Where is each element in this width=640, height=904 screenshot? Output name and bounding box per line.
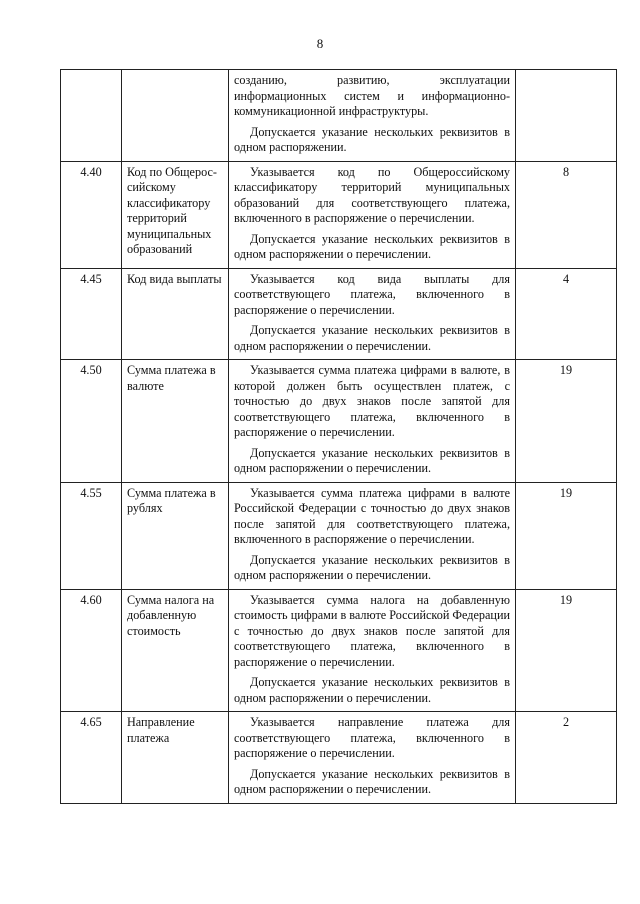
row-number-cell: 4.60 [61,589,122,712]
description-paragraph: Указывается сумма платежа цифрами в валюте Российской Федерации с точностью до двух знаков после запятой для соответствующего платежа, включенного в распоряжение о перечислении. [234,485,510,546]
description-paragraph: Указывается сумма платежа цифрами в валюте, в которой должен быть осуществлен платеж, с точностью до двух знаков после запятой для соответствующего платежа, включенного в распоряжение о перечислении. [234,363,510,439]
requisite-description-cell [229,589,516,712]
requisite-description-cell [229,482,516,589]
table-row [61,360,617,483]
description-paragraph: Указывается код вида выплаты для соответствующего платежа, включенного в распоряжение о перечислении. [234,271,510,317]
row-number-cell: 4.50 [61,360,122,483]
requisite-description-cell [229,268,516,360]
field-length-cell: 19 [516,589,617,712]
requisite-description-cell [229,360,516,483]
requisite-name-cell: Направление платежа [122,712,229,804]
description-paragraph: Допускается указание нескольких реквизитов в одном распоряжении о перечислении. [234,323,510,353]
requisite-description-cell [229,161,516,268]
table-row [61,268,617,360]
row-number-cell: 4.55 [61,482,122,589]
field-length-cell: 2 [516,712,617,804]
table-row [61,70,617,162]
requisite-name-cell: Код вида выплаты [122,268,229,360]
requisite-description-cell [229,70,516,162]
table-row [61,589,617,712]
requisite-name-cell: Сумма платежа в рублях [122,482,229,589]
requisite-description-cell [229,712,516,804]
field-length-cell: 4 [516,268,617,360]
field-length-cell [516,70,617,162]
description-paragraph: Допускается указание нескольких реквизитов в одном распоряжении о перечислении. [234,552,510,582]
description-paragraph: Допускается указание нескольких реквизитов в одном распоряжении о перечислении. [234,231,510,261]
row-number-cell: 4.40 [61,161,122,268]
description-paragraph: созданию, развитию, эксплуатации информационных систем и информационно-коммуникационной инфраструктуры. [234,73,510,118]
description-paragraph: Допускается указание нескольких реквизитов в одном распоряжении о перечислении. [234,445,510,475]
description-paragraph: Указывается сумма налога на добавленную стоимость цифрами в валюте Российской Федерации с точностью до двух знаков после запятой для соответствующего платежа, включенного в распоряжение о перечислении. [234,592,510,669]
table-body [61,70,617,804]
description-paragraph: Указывается направление платежа для соответствующего платежа, включенного в распоряжение о перечислении. [234,715,510,760]
table-row [61,482,617,589]
requisite-name-cell: Сумма платежа в валюте [122,360,229,483]
field-length-cell: 19 [516,360,617,483]
requisites-table [60,69,617,804]
row-number-cell: 4.65 [61,712,122,804]
requisite-name-cell: Сумма налога на добавленную стоимость [122,589,229,712]
table-row [61,712,617,804]
field-length-cell: 19 [516,482,617,589]
description-paragraph: Допускается указание нескольких реквизитов в одном распоряжении. [234,124,510,154]
table-row [61,161,617,268]
requisite-name-cell [122,70,229,162]
row-number-cell: 4.45 [61,268,122,360]
description-paragraph: Допускается указание нескольких реквизитов в одном распоряжении о перечислении. [234,766,510,796]
description-paragraph: Указывается код по Общероссийскому классификатору территорий муниципальных образований для соответствующего платежа, включенного в распоряжение о перечислении. [234,164,510,225]
page-number: 8 [316,36,324,51]
requisite-name-cell: Код по Общерос-сийскому классификатору территорий муниципальных образований [122,161,229,268]
description-paragraph: Допускается указание нескольких реквизитов в одном распоряжении о перечислении. [234,675,510,705]
field-length-cell: 8 [516,161,617,268]
row-number-cell [61,70,122,162]
